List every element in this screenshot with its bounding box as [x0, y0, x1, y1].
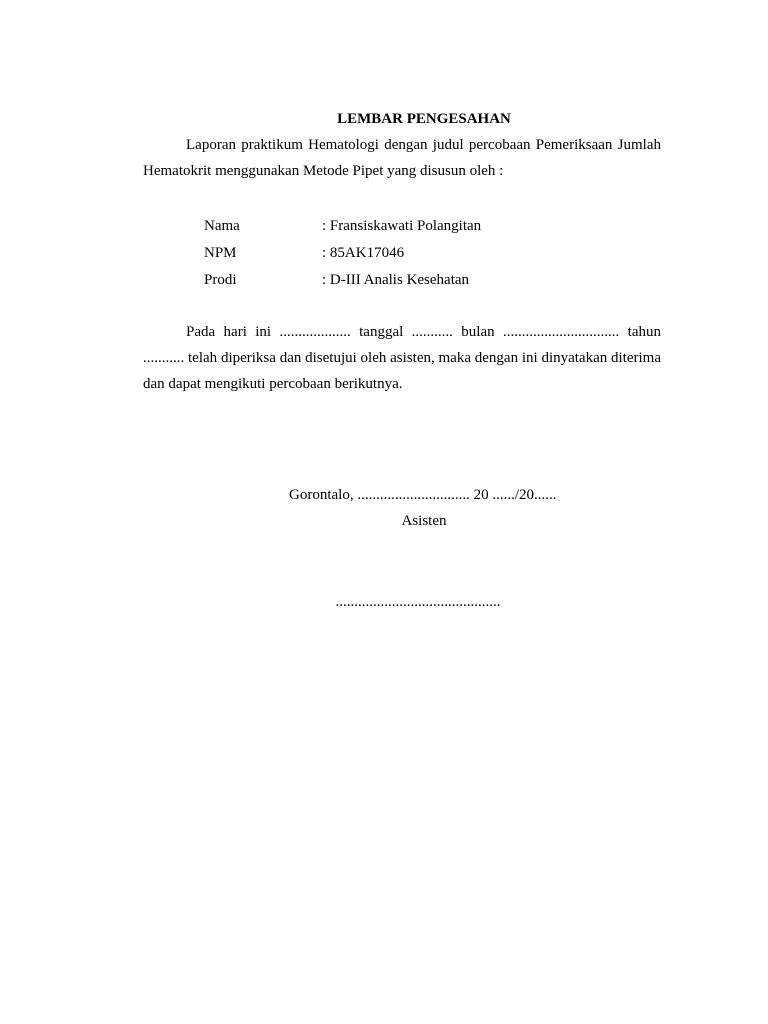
- intro-text: Laporan praktikum Hematologi dengan judul percobaan Pemeriksaan Jumlah Hematokrit menggunakan Metode Pipet yang disusun oleh :: [143, 137, 661, 179]
- intro-paragraph: [143, 132, 661, 184]
- place-date: Gorontalo, .............................. 20 ....../20......: [289, 487, 557, 503]
- signer-role: Asisten: [401, 513, 447, 529]
- signature-line: ............................................: [335, 594, 501, 610]
- info-value-npm: : 85AK17046: [322, 245, 405, 261]
- info-label-nama: Nama: [204, 218, 240, 234]
- approval-paragraph: [143, 319, 661, 397]
- approval-text: Pada hari ini ................... tanggal ........... bulan ............................... tahun ........... telah diperiksa dan disetujui oleh asisten, maka dengan ini dinyatakan diterima dan dapat mengikuti percobaan berikutnya.: [143, 324, 661, 392]
- document-title: LEMBAR PENGESAHAN: [337, 111, 511, 127]
- info-value-prodi: : D-III Analis Kesehatan: [322, 272, 470, 288]
- info-label-prodi: Prodi: [204, 272, 237, 288]
- info-value-nama: : Fransiskawati Polangitan: [322, 218, 482, 234]
- info-label-npm: NPM: [204, 245, 237, 261]
